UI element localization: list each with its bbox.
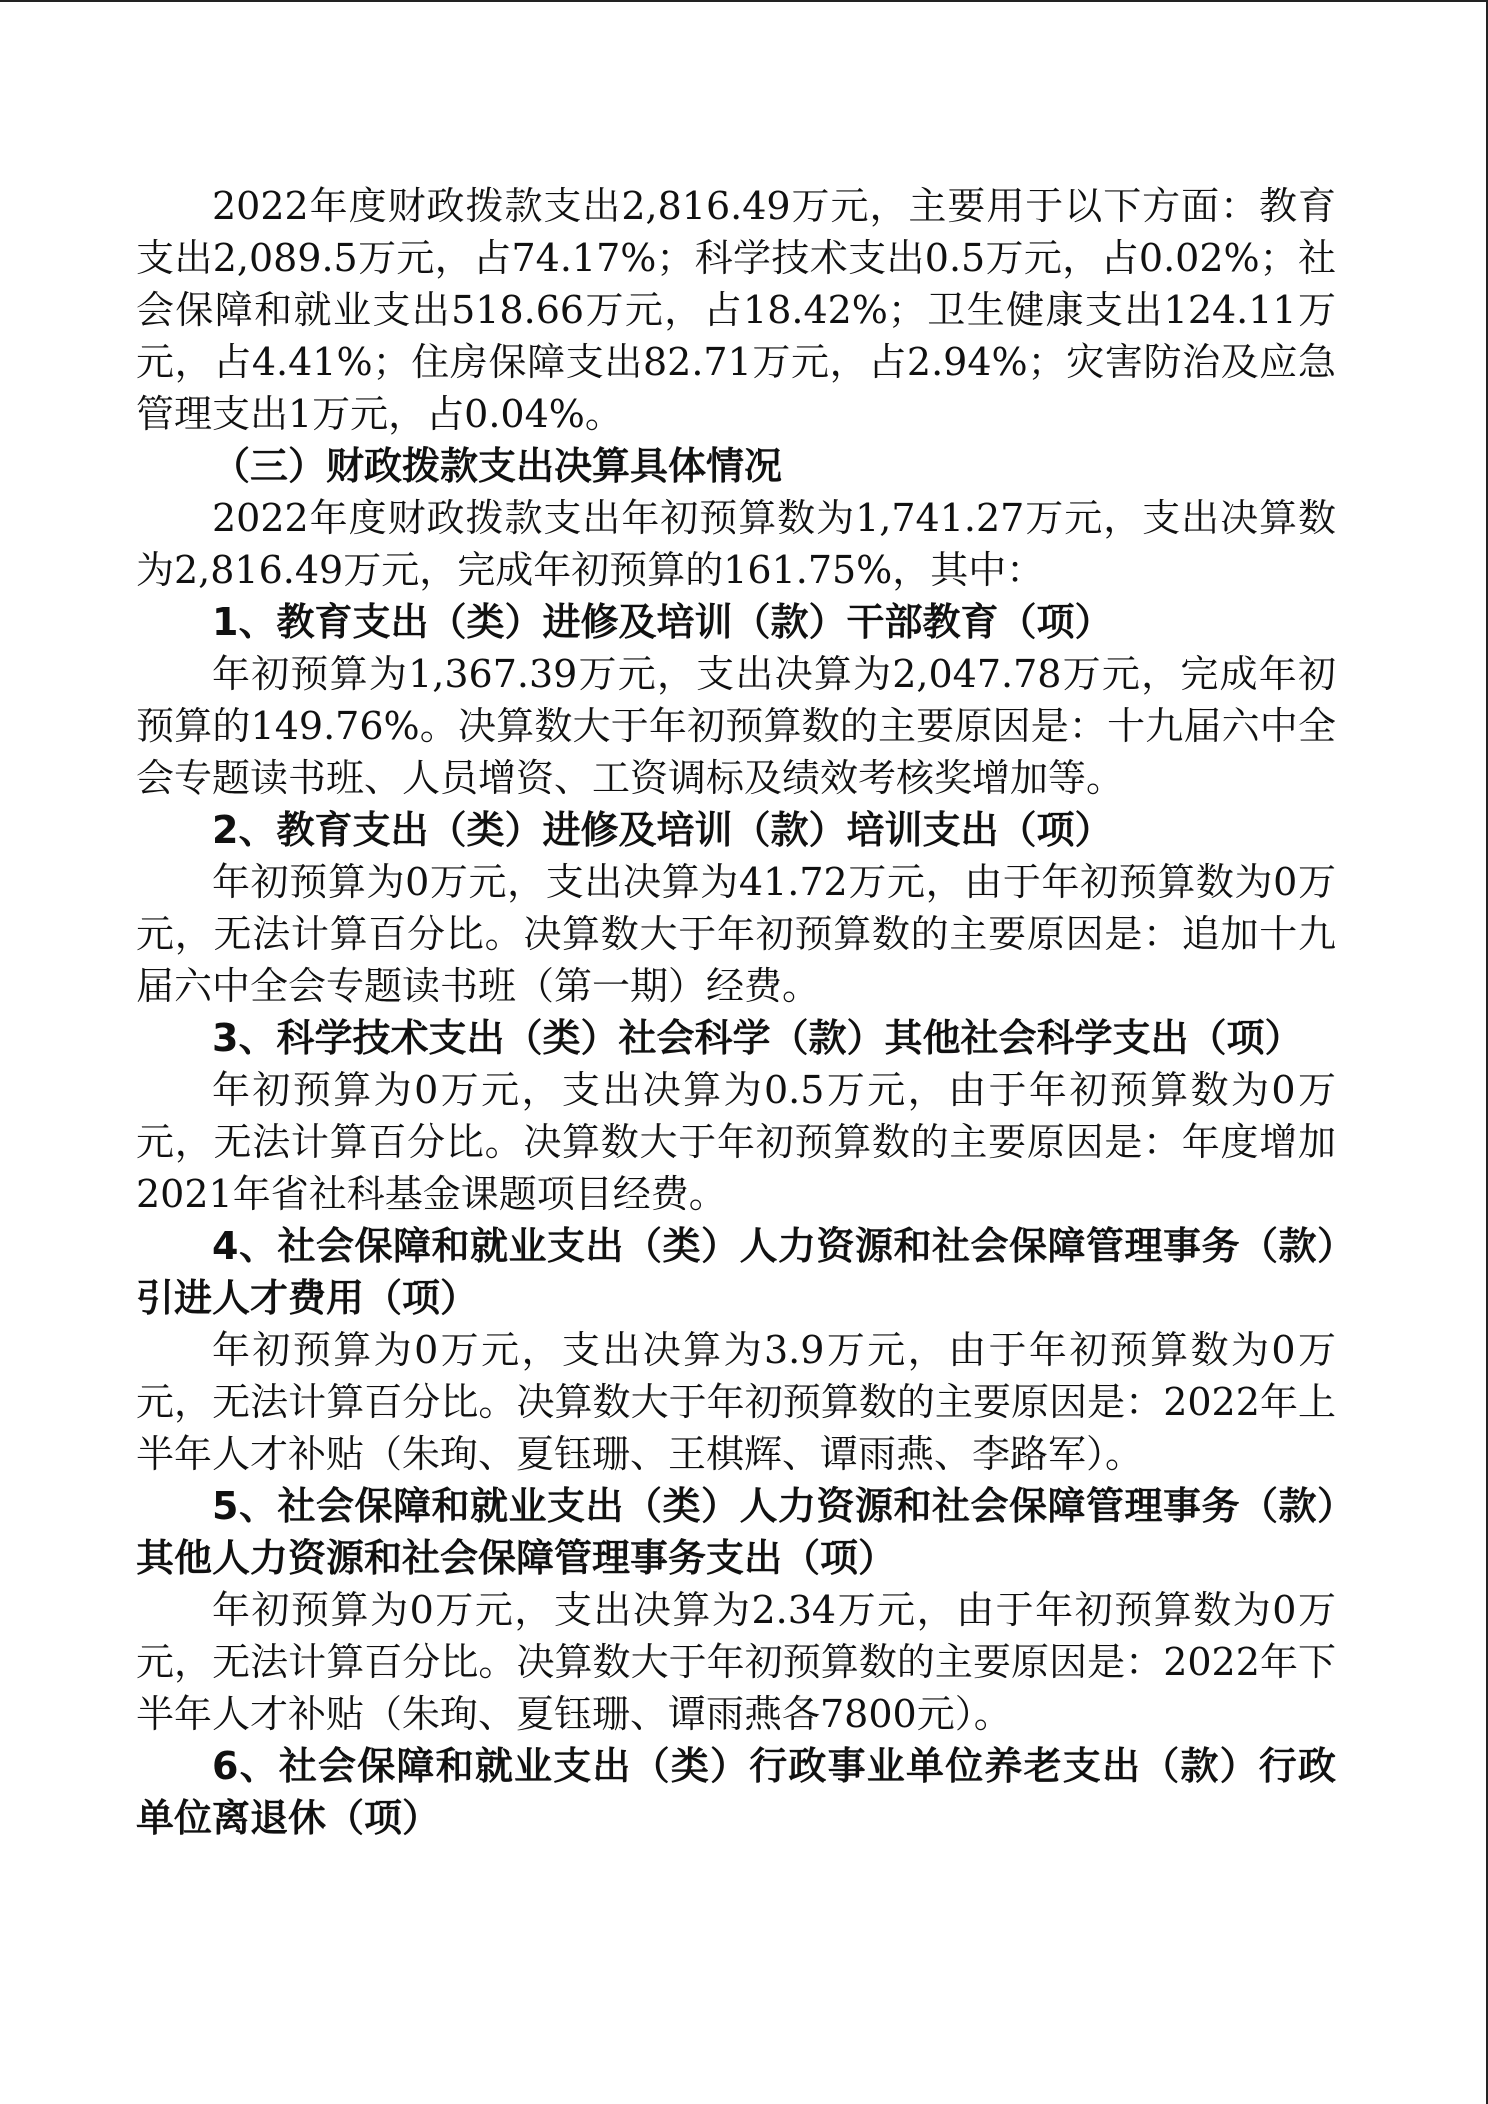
paragraph-expenditure-summary: 2022年度财政拨款支出2,816.49万元，主要用于以下方面：教育支出2,089.5万元，占74.17%；科学技术支出0.5万元，占0.02%；社会保障和就业支出518.66万元，占18.42%；卫生健康支出124.11万元，占4.41%；住房保障支出82.71万元，占2.94%；灾害防治及应急管理支出1万元，占0.04%。 [136, 184, 1336, 436]
item-heading-5: 5、社会保障和就业支出（类）人力资源和社会保障管理事务（款）其他人力资源和社会保障管理事务支出（项） [136, 1484, 1336, 1580]
document-body [136, 180, 1336, 1844]
item-heading-4: 4、社会保障和就业支出（类）人力资源和社会保障管理事务（款）引进人才费用（项） [136, 1224, 1336, 1320]
item-paragraph-5: 年初预算为0万元，支出决算为2.34万元，由于年初预算数为0万元，无法计算百分比。决算数大于年初预算数的主要原因是：2022年下半年人才补贴（朱珣、夏钰珊、谭雨燕各7800元）。 [136, 1588, 1336, 1736]
item-paragraph-1: 年初预算为1,367.39万元，支出决算为2,047.78万元，完成年初预算的149.76%。决算数大于年初预算数的主要原因是：十九届六中全会专题读书班、人员增资、工资调标及绩效考核奖增加等。 [136, 652, 1336, 800]
item-heading-2: 2、教育支出（类）进修及培训（款）培训支出（项） [212, 808, 1113, 852]
item-paragraph-3: 年初预算为0万元，支出决算为0.5万元，由于年初预算数为0万元，无法计算百分比。决算数大于年初预算数的主要原因是：年度增加2021年省社科基金课题项目经费。 [136, 1068, 1336, 1216]
item-heading-3: 3、科学技术支出（类）社会科学（款）其他社会科学支出（项） [212, 1016, 1303, 1060]
section-heading-3: （三）财政拨款支出决算具体情况 [212, 444, 783, 488]
item-heading-6: 6、社会保障和就业支出（类）行政事业单位养老支出（款）行政单位离退休（项） [136, 1744, 1336, 1840]
item-paragraph-4: 年初预算为0万元，支出决算为3.9万元，由于年初预算数为0万元，无法计算百分比。决算数大于年初预算数的主要原因是：2022年上半年人才补贴（朱珣、夏钰珊、王棋辉、谭雨燕、李路军）。 [136, 1328, 1336, 1476]
paragraph-budget-overview: 2022年度财政拨款支出年初预算数为1,741.27万元，支出决算数为2,816.49万元，完成年初预算的161.75%，其中： [136, 496, 1336, 592]
item-heading-1: 1、教育支出（类）进修及培训（款）干部教育（项） [212, 600, 1113, 644]
item-paragraph-2: 年初预算为0万元，支出决算为41.72万元，由于年初预算数为0万元，无法计算百分比。决算数大于年初预算数的主要原因是：追加十九届六中全会专题读书班（第一期）经费。 [136, 860, 1336, 1008]
